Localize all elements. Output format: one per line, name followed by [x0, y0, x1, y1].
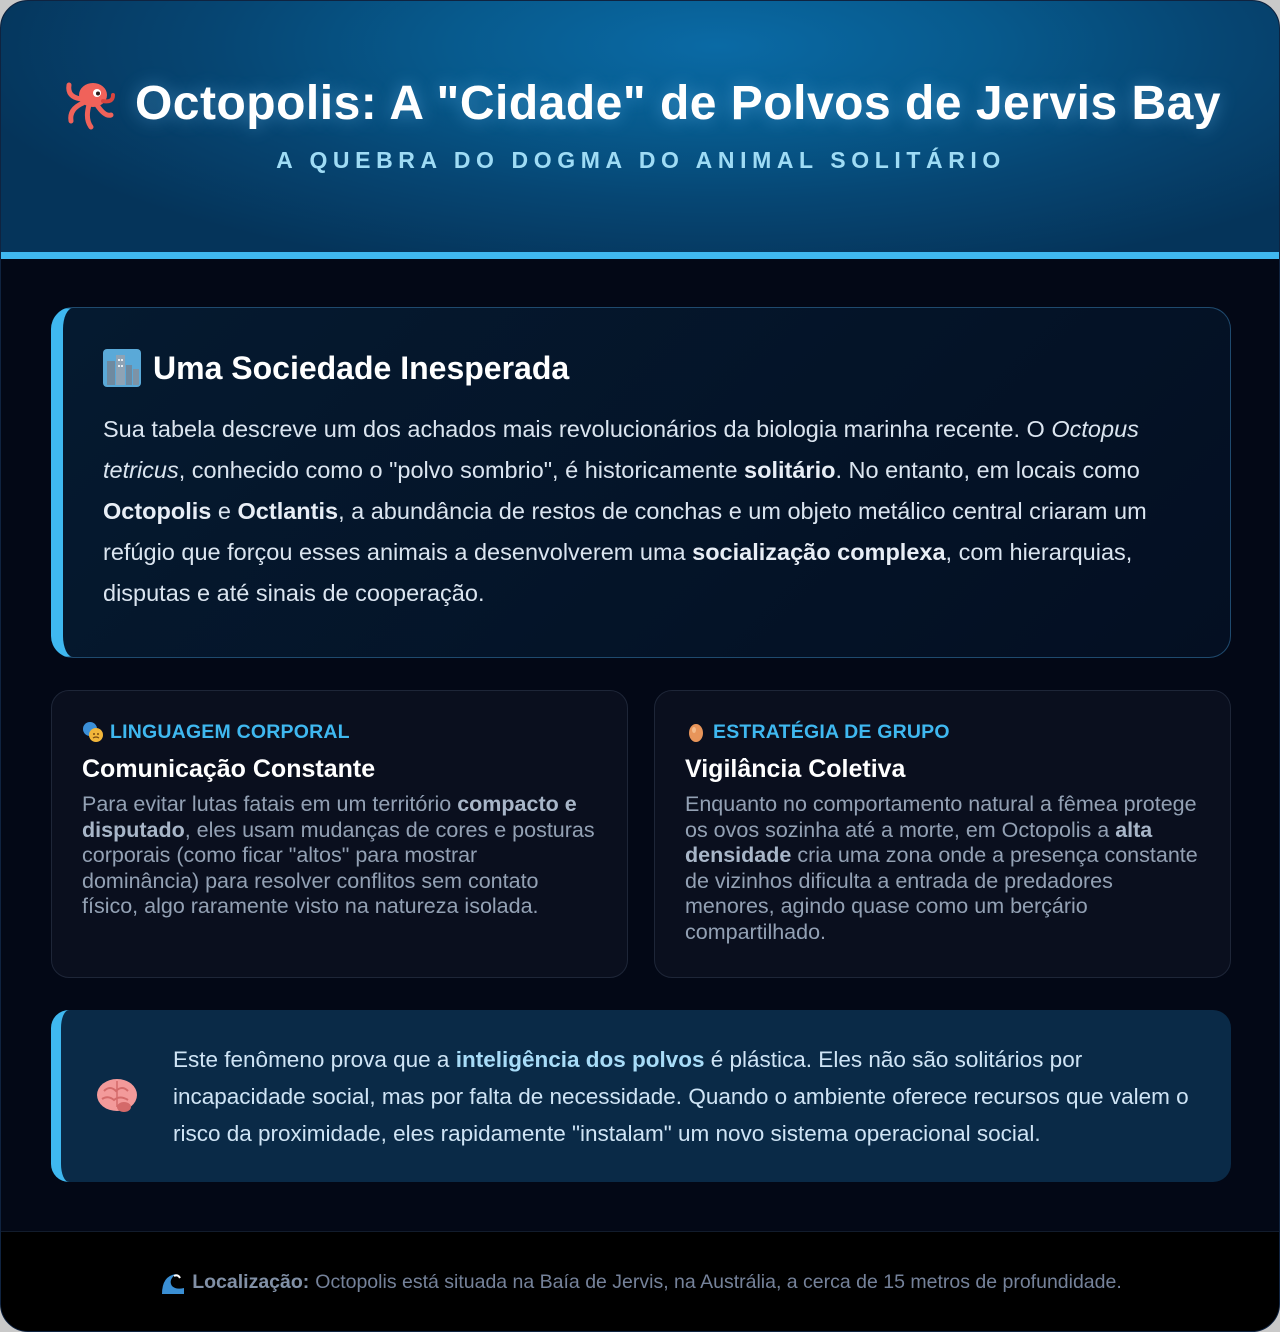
emphasis: socialização complexa — [692, 539, 946, 565]
wave-icon — [160, 1270, 186, 1296]
card-group-strategy — [654, 690, 1231, 978]
intro-section — [51, 307, 1231, 658]
callout-icon-wrap — [61, 1073, 173, 1119]
footer-label: Localização: — [192, 1271, 310, 1293]
feature-cards — [51, 690, 1231, 978]
card-kicker — [82, 719, 597, 745]
text-run: é plástica. Eles não são solitários por incapacidade social, mas por falta de necessidade. Quando o ambiente oferece recursos que valem o risco da proximidade, eles rapidamente "instalam" um novo sistema operacional social. — [173, 1046, 1189, 1146]
page-subtitle: A QUEBRA DO DOGMA DO ANIMAL SOLITÁRIO — [276, 147, 1006, 173]
callout-paragraph — [173, 1041, 1193, 1152]
brain-icon — [94, 1073, 140, 1119]
text-run: Este fenômeno prova que a — [173, 1046, 456, 1072]
text-run: , a abundância de restos de conchas e um objeto metálico central criaram um refúgio que forçou esses animais a desenvolverem uma — [103, 498, 1147, 565]
text-run: . No entanto, em locais como — [835, 457, 1140, 483]
intro-paragraph — [103, 409, 1190, 614]
emphasis: inteligência dos polvos — [455, 1046, 705, 1072]
card-paragraph — [82, 792, 597, 920]
card-paragraph — [685, 792, 1200, 945]
emphasis: solitário — [744, 457, 836, 483]
emphasis: compacto e disputado — [82, 792, 577, 842]
card-kicker — [685, 719, 1200, 745]
text-run: cria uma zona onde a presença constante de vizinhos dificulta a entrada de predadores menores, agindo quase como um berçário compartilhado. — [685, 843, 1198, 944]
text-run: , com hierarquias, disputas e até sinais de cooperação. — [103, 539, 1133, 606]
card-title: Comunicação Constante — [82, 755, 376, 783]
card-kicker-label: ESTRATÉGIA DE GRUPO — [713, 720, 950, 743]
intro-title: Uma Sociedade Inesperada — [153, 349, 570, 386]
emphasis: Octopolis — [103, 498, 212, 524]
title-row — [1, 71, 1280, 135]
card-title: Vigilância Coletiva — [685, 755, 906, 783]
emphasis: Octlantis — [237, 498, 339, 524]
emphasis: alta densidade — [685, 817, 1153, 867]
cityscape-icon — [103, 349, 141, 387]
footer-text: Octopolis está situada na Baía de Jervis, na Austrália, a cerca de 15 metros de profundidade. — [315, 1271, 1122, 1293]
text-run: Para evitar lutas fatais em um território — [82, 792, 458, 816]
page-title: Octopolis: A "Cidade" de Polvos de Jervis Bay — [134, 76, 1222, 130]
theater-masks-icon — [82, 721, 104, 743]
species-name: Octopus tetricus — [103, 416, 1139, 483]
text-run: e — [211, 498, 238, 524]
text-run: Sua tabela descreve um dos achados mais revolucionários da biologia marinha recente. O — [103, 416, 1052, 442]
text-run: , eles usam mudanças de cores e posturas corporais (como ficar "altos" para mostrar dominância) para resolver conflitos sem contato físico, algo raramente visto na natureza isolada. — [82, 817, 595, 918]
page-header — [1, 1, 1280, 259]
text-run: Enquanto no comportamento natural a fêmea protege os ovos sozinha até a morte, em Octopolis a — [685, 792, 1197, 842]
intro-heading — [103, 348, 1190, 388]
card-kicker-label: LINGUAGEM CORPORAL — [110, 720, 350, 743]
octopus-icon — [61, 75, 117, 131]
egg-icon — [685, 721, 707, 743]
card-body-language — [51, 690, 628, 978]
insight-callout — [51, 1010, 1231, 1182]
page-footer — [1, 1231, 1280, 1332]
text-run: , conhecido como o "polvo sombrio", é historicamente — [178, 457, 745, 483]
